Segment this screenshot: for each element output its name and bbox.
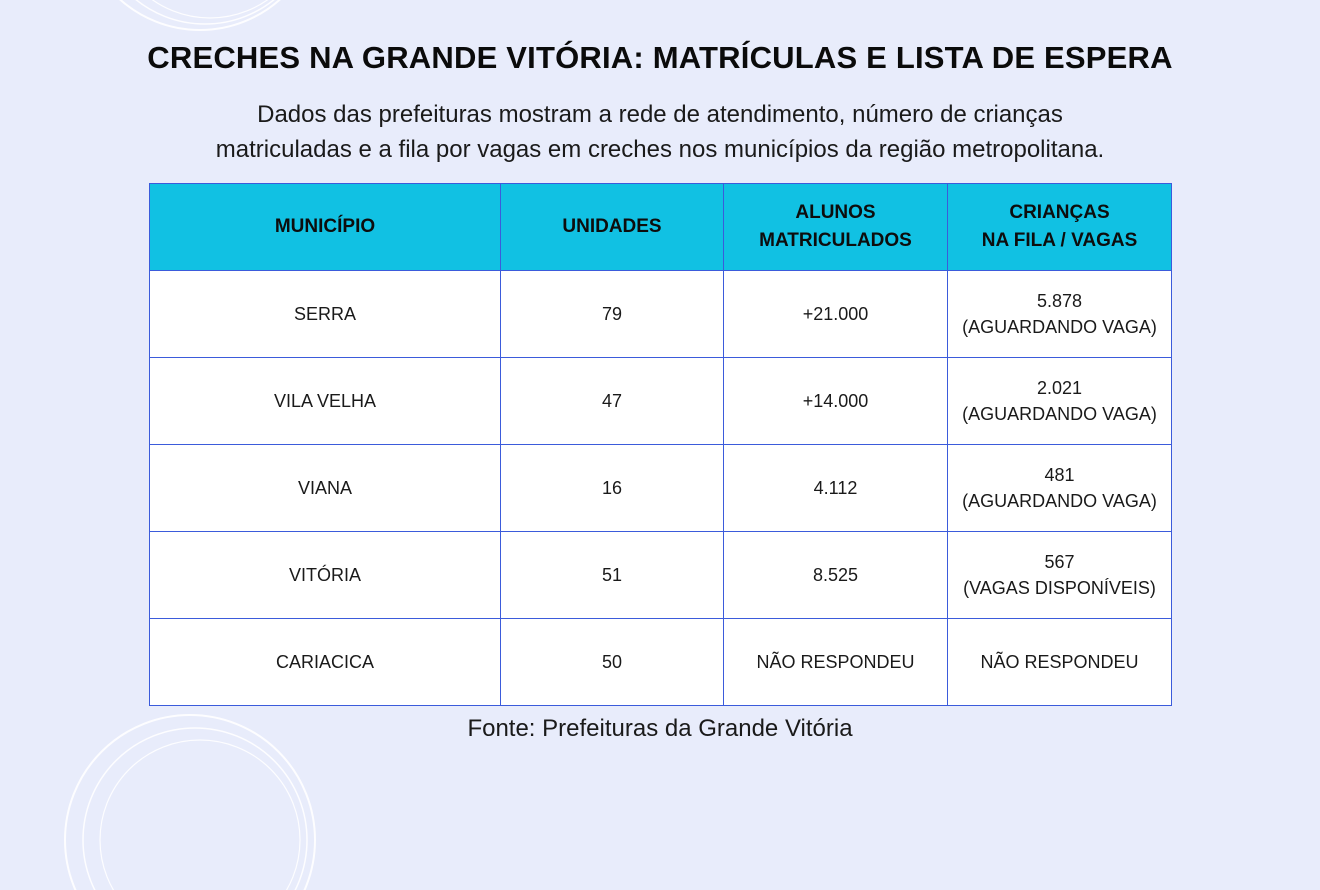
cell-fila (948, 619, 1172, 706)
table-header-row (150, 184, 1172, 271)
cell-fila (948, 358, 1172, 445)
cell-fila-value: 5.878 (1036, 291, 1083, 311)
cell-unidades: 16 (501, 445, 724, 532)
table-row (150, 619, 1172, 706)
table-row (150, 358, 1172, 445)
cell-fila (948, 271, 1172, 358)
cell-alunos: +14.000 (724, 358, 948, 445)
cell-alunos: NÃO RESPONDEU (724, 619, 948, 706)
header-criancas (948, 184, 1172, 271)
cell-fila-value: NÃO RESPONDEU (980, 652, 1139, 672)
cell-fila-note: (AGUARDANDO VAGA) (962, 404, 1157, 424)
cell-unidades: 79 (501, 271, 724, 358)
header-unidades: UNIDADES (501, 184, 724, 271)
cell-alunos: 4.112 (724, 445, 948, 532)
page-title: CRECHES NA GRANDE VITÓRIA: MATRÍCULAS E LISTA DE ESPERA (147, 40, 1173, 75)
cell-municipio: SERRA (150, 271, 501, 358)
cell-fila-note: (AGUARDANDO VAGA) (962, 317, 1157, 337)
cell-municipio: VITÓRIA (150, 532, 501, 619)
table-row (150, 271, 1172, 358)
header-criancas-line-2: NA FILA / VAGAS (981, 230, 1138, 251)
header-criancas-line-1: CRIANÇAS (1009, 202, 1110, 223)
cell-unidades: 51 (501, 532, 724, 619)
cell-alunos: 8.525 (724, 532, 948, 619)
cell-unidades: 50 (501, 619, 724, 706)
cell-fila (948, 445, 1172, 532)
cell-fila-note: (AGUARDANDO VAGA) (962, 491, 1157, 511)
header-alunos (724, 184, 948, 271)
cell-alunos: +21.000 (724, 271, 948, 358)
cell-fila-value: 2.021 (1036, 378, 1083, 398)
header-alunos-line-1: ALUNOS (795, 202, 876, 223)
cell-municipio: VILA VELHA (150, 358, 501, 445)
cell-unidades: 47 (501, 358, 724, 445)
table-row (150, 532, 1172, 619)
source-note: Fonte: Prefeituras da Grande Vitória (467, 715, 853, 742)
header-alunos-line-2: MATRICULADOS (759, 230, 912, 251)
cell-municipio: CARIACICA (150, 619, 501, 706)
subtitle-line-1: Dados das prefeituras mostram a rede de atendimento, número de crianças (257, 101, 1063, 128)
table-row (150, 445, 1172, 532)
cell-fila-value: 567 (1044, 552, 1075, 572)
creches-table (149, 183, 1172, 706)
cell-fila-note: (VAGAS DISPONÍVEIS) (963, 578, 1156, 598)
header-municipio: MUNICÍPIO (150, 184, 501, 271)
cell-municipio: VIANA (150, 445, 501, 532)
subtitle-line-2: matriculadas e a fila por vagas em creches nos municípios da região metropolitana. (215, 136, 1105, 163)
cell-fila-value: 481 (1044, 465, 1075, 485)
cell-fila (948, 532, 1172, 619)
page-subtitle (140, 97, 1180, 167)
